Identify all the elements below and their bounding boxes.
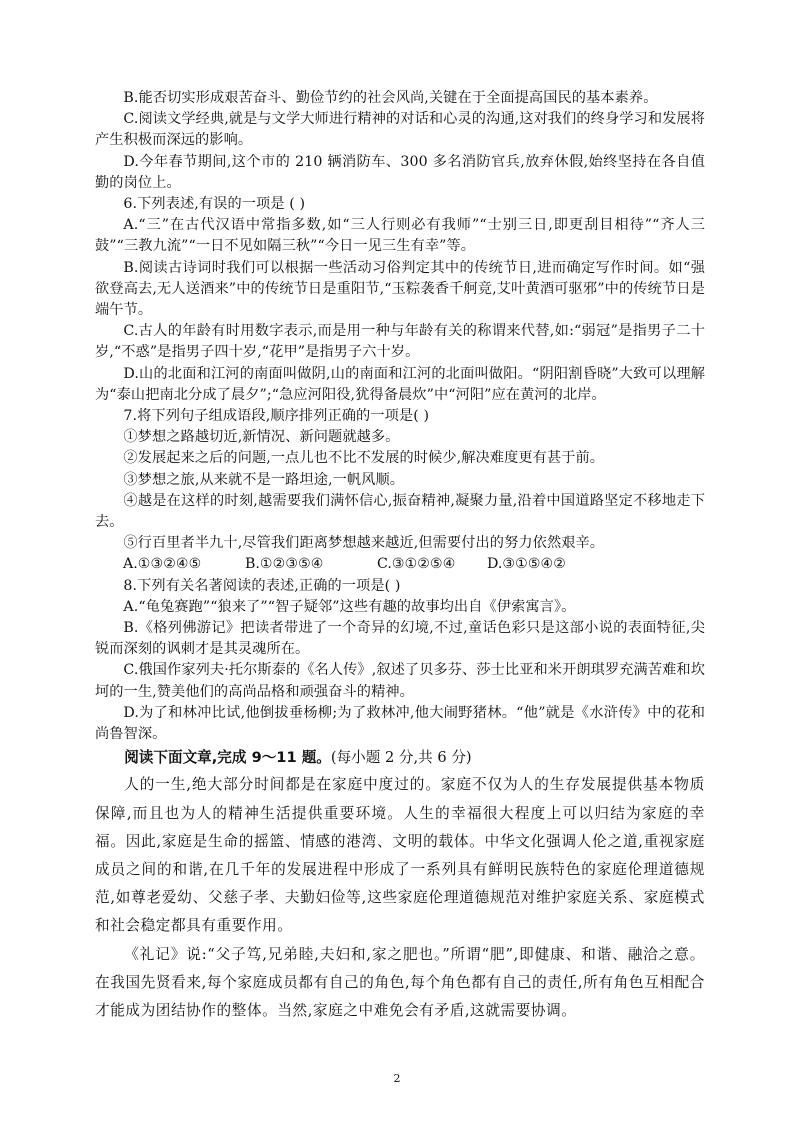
q6-option-d: D.山的北面和江河的南面叫做阴,山的南面和江河的北面叫做阳。“阴阳割昏晓”大致可以理解为“泰山把南北分成了晨夕”;“急应河阳役,犹得备晨炊”中“河阳”应在黄河的北岸。 — [95, 365, 705, 403]
q8-option-d: D.为了和林冲比试,他倒拔垂杨柳;为了救林冲,他大闹野猪林。“他”就是《水浒传》中的花和尚鲁智深。 — [95, 704, 705, 743]
q6-stem: 6.下列表述,有误的一项是 ( ) — [123, 196, 306, 213]
reading-score-note: (每小题 2 分,共 6 分) — [330, 749, 472, 767]
q8-option-c: C.俄国作家列夫·托尔斯泰的《名人传》,叙述了贝多芬、莎士比亚和米开朗琪罗充满苦难和坎坷的一生,赞美他们的高尚品格和顽强奋斗的精神。 — [95, 662, 705, 700]
q6-option-a: A.“三”在古代汉语中常指多数,如“三人行则必有我师”“士别三日,即更刮目相待”“齐人三鼓”“三教九流”“一日不见如隔三秋”“今日一见三生有幸”等。 — [95, 217, 705, 255]
reading-instruction: 阅读下面文章,完成 9～11 题。 — [124, 749, 331, 767]
reading-section-heading — [95, 747, 705, 769]
page-content — [95, 88, 705, 1025]
q8-option-a: A.“龟兔赛跑”“狼来了”“智子疑邻”这些有趣的故事均出自《伊索寓言》。 — [123, 598, 576, 615]
q7-choice-d: D.③①⑤④② — [487, 556, 566, 573]
q7-choices — [95, 554, 705, 575]
reading-paragraph-2: 《礼记》说:“父子笃,兄弟睦,夫妇和,家之肥也。”所谓“肥”,即健康、和谐、融洽之意。在我国先贤看来,每个家庭成员都有自己的角色,每个角色都有自己的责任,所有角色互相配合才能成为团结协作的整体。当然,家庭之中难免会有矛盾,这就需要协调。 — [95, 945, 705, 1019]
q6-option-c: C.古人的年龄有时用数字表示,而是用一种与年龄有关的称谓来代替,如:“弱冠”是指男子二十岁,“不惑”是指男子四十岁,“花甲”是指男子六十岁。 — [95, 323, 705, 361]
q6-option-b: B.阅读古诗词时我们可以根据一些活动习俗判定其中的传统节日,进而确定写作时间。如“强欲登高去,无人送酒来”中的传统节日是重阳节,“玉粽袭香千舸竞,艾叶黄酒可驱邪”中的传统节日是端午节。 — [95, 259, 705, 319]
q7-sentence-1: ①梦想之路越切近,新情况、新问题就越多。 — [123, 429, 400, 446]
q7-choice-b: B.①②③⑤④ — [245, 556, 324, 573]
q7-choice-c: C.③①②⑤④ — [377, 556, 456, 573]
q8-stem: 8.下列有关名著阅读的表述,正确的一项是( ) — [123, 577, 401, 594]
q8-option-b: B.《格列佛游记》把读者带进了一个奇异的幻境,不过,童话色彩只是这部小说的表面特征,尖锐而深刻的讽刺才是其灵魂所在。 — [95, 620, 705, 658]
q7-sentence-3: ③梦想之旅,从来就不是一路坦途,一帆风顺。 — [123, 471, 405, 488]
q7-stem: 7.将下列句子组成语段,顺序排列正确的一项是( ) — [123, 408, 430, 425]
page-number: 2 — [393, 1072, 401, 1085]
q5-option-c: C.阅读文学经典,就是与文学大师进行精神的对话和心灵的沟通,这对我们的终身学习和发展将产生积极而深远的影响。 — [95, 111, 705, 149]
q7-choice-a: A.①③②④⑤ — [123, 556, 202, 573]
q5-option-b: B.能否切实形成艰苦奋斗、勤俭节约的社会风尚,关键在于全面提高国民的基本素养。 — [123, 90, 658, 106]
q7-sentence-2: ②发展起来之后的问题,一点儿也不比不发展的时候少,解决难度更有甚于前。 — [123, 450, 605, 467]
q5-option-d: D.今年春节期间,这个市的 210 辆消防车、300 多名消防官兵,放弃休假,始终坚持在各自值勤的岗位上。 — [95, 153, 705, 191]
q7-sentence-4: ④越是在这样的时刻,越需要我们满怀信心,振奋精神,凝聚力量,沿着中国道路坚定不移地走下去。 — [95, 492, 705, 531]
reading-paragraph-1: 人的一生,绝大部分时间都是在家庭中度过的。家庭不仅为人的生存发展提供基本物质保障,而且也为人的精神生活提供重要环境。人生的幸福很大程度上可以归结为家庭的幸福。因此,家庭是生命的摇篮、情感的港湾、文明的载体。中华文化强调人伦之道,重视家庭成员之间的和谐,在几千年的发展进程中形成了一系列具有鲜明民族特色的家庭伦理道德规范,如尊老爱幼、父慈子孝、夫勤妇俭等,这些家庭伦理道德规范对维护家庭关系、家庭模式和社会稳定都具有重要作用。 — [95, 776, 705, 935]
q7-sentence-5: ⑤行百里者半九十,尽管我们距离梦想越来越近,但需要付出的努力依然艰辛。 — [123, 535, 605, 552]
